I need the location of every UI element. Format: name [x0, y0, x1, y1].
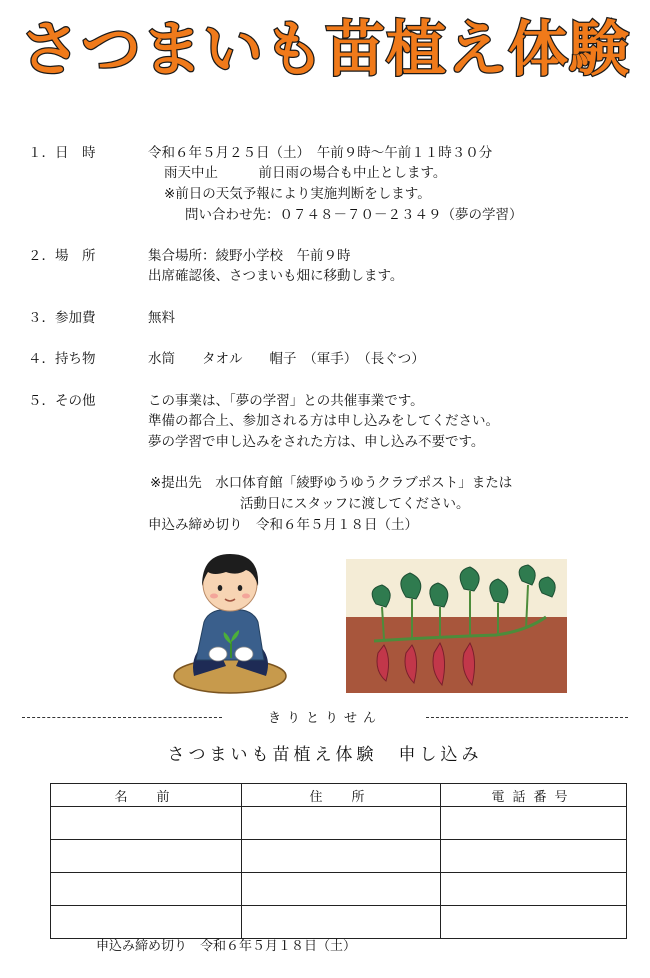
header-address: 住 所: [242, 784, 441, 807]
address-cell[interactable]: [242, 873, 441, 906]
name-cell[interactable]: [51, 807, 242, 840]
item-value: 集合場所：綾野小学校 午前９時: [148, 248, 351, 264]
application-form-table: [50, 783, 627, 939]
phone-cell[interactable]: [441, 906, 627, 939]
phone-cell[interactable]: [441, 840, 627, 873]
item-label: ５．その他: [28, 393, 96, 409]
item-label: ４．持ち物: [28, 351, 96, 367]
form-deadline: 申込み締め切り 令和６年５月１８日（土）: [96, 939, 357, 954]
cut-line-label: きりとりせん: [267, 711, 382, 726]
item-label: １．日 時: [28, 145, 96, 161]
address-cell[interactable]: [242, 840, 441, 873]
item-value: 出席確認後、さつまいも畑に移動します。: [148, 268, 404, 284]
sweet-potato-plant-illustration: [346, 559, 567, 693]
cut-line: [22, 710, 628, 724]
item-value: 活動日にスタッフに渡してください。: [240, 496, 470, 512]
item-value: 無料: [148, 310, 175, 326]
page-title: さつまいも苗植え体験: [20, 15, 630, 85]
address-cell[interactable]: [242, 906, 441, 939]
table-header-row: [51, 784, 627, 807]
child-planting-illustration: [168, 548, 298, 696]
item-value: 夢の学習で申し込みをされた方は、申し込み不要です。: [148, 434, 485, 450]
table-row: [51, 873, 627, 906]
item-value: ※提出先 水口体育館「綾野ゆうゆうクラブポスト」または: [150, 475, 513, 491]
item-value: 水筒 タオル 帽子 （軍手） （長ぐつ）: [148, 351, 425, 367]
item-value: 問い合わせ先：０７４８－７０－２３４９（夢の学習）: [185, 207, 523, 223]
item-value: 令和６年５月２５日（土） 午前９時～午前１１時３０分: [148, 145, 493, 161]
name-cell[interactable]: [51, 873, 242, 906]
phone-cell[interactable]: [441, 807, 627, 840]
header-phone: 電話番号: [441, 784, 627, 807]
item-value: この事業は、「夢の学習」との共催事業です。: [148, 393, 424, 409]
name-cell[interactable]: [51, 906, 242, 939]
table-row: [51, 840, 627, 873]
item-label: ３．参加費: [28, 310, 96, 326]
form-title: さつまいも苗植え体験 申し込み: [167, 745, 483, 765]
address-cell[interactable]: [242, 807, 441, 840]
phone-cell[interactable]: [441, 873, 627, 906]
item-value: 雨天中止 前日雨の場合も中止とします。: [164, 165, 447, 181]
item-value: 準備の都合上、参加される方は申し込みをしてください。: [148, 413, 499, 429]
item-value: 申込み締め切り 令和６年５月１８日（土）: [148, 517, 418, 533]
name-cell[interactable]: [51, 840, 242, 873]
table-row: [51, 807, 627, 840]
table-row: [51, 906, 627, 939]
item-label: ２．場 所: [28, 248, 96, 264]
header-name: 名 前: [51, 784, 242, 807]
item-value: ※前日の天気予報により実施判断をします。: [164, 186, 431, 202]
